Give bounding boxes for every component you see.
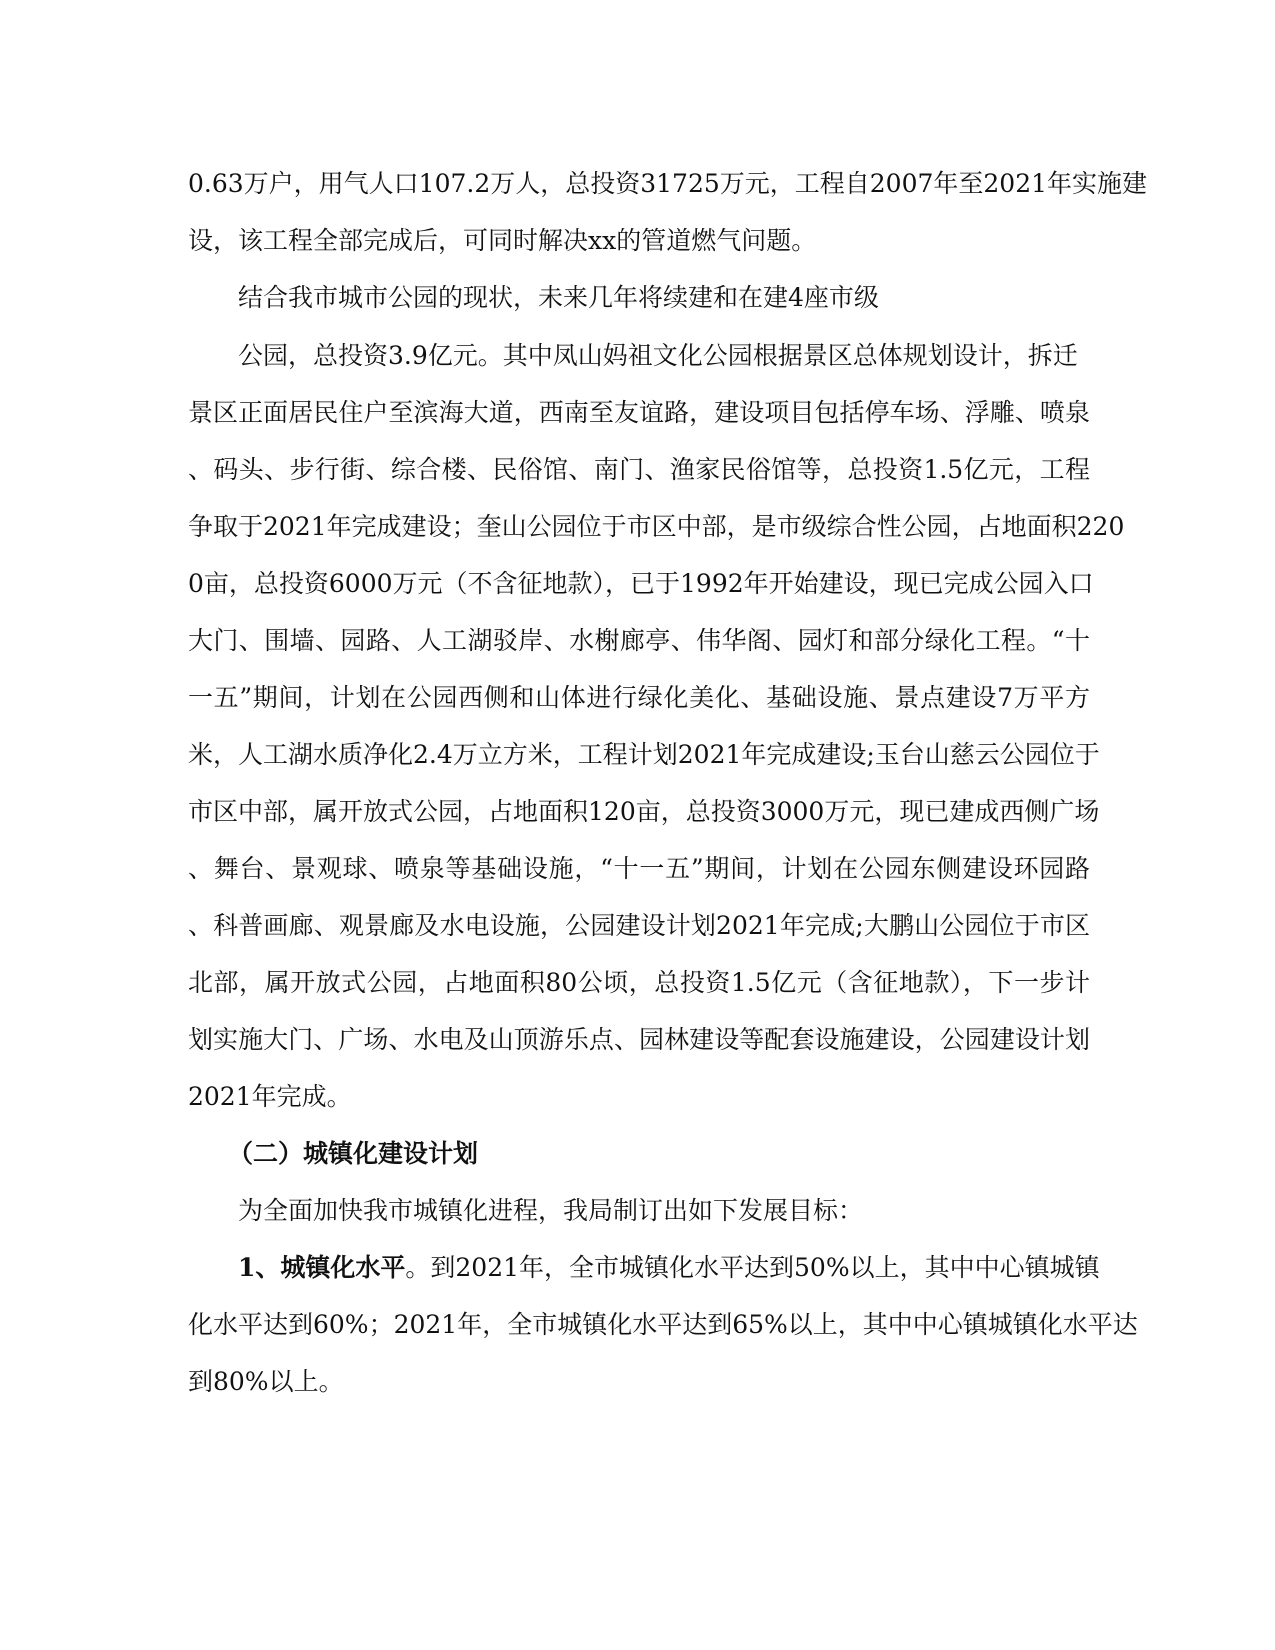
paragraph-line: 米，人工湖水质净化2.4万立方米，工程计划2021年完成建设;玉台山慈云公园位于 xyxy=(188,740,1100,769)
section-heading: （二）城镇化建设计划 xyxy=(228,1139,479,1168)
paragraph-line: 、舞台、景观球、喷泉等基础设施，“十一五”期间，计划在公园东侧建设环园路 xyxy=(188,854,1090,883)
paragraph-line: 北部，属开放式公园，占地面积80公顷，总投资1.5亿元（含征地款），下一步计 xyxy=(188,968,1090,997)
paragraph-line: 争取于2021年完成建设；奎山公园位于市区中部，是市级综合性公园，占地面积220 xyxy=(188,512,1125,541)
item-1-line xyxy=(238,1251,1100,1285)
paragraph-line: 、科普画廊、观景廊及水电设施，公园建设计划2021年完成;大鹏山公园位于市区 xyxy=(188,911,1090,940)
paragraph-line: 公园，总投资3.9亿元。其中凤山妈祖文化公园根据景区总体规划设计，拆迁 xyxy=(238,341,1078,370)
intro-line: 为全面加快我市城镇化进程，我局制订出如下发展目标： xyxy=(238,1196,864,1225)
paragraph-line: 到80%以上。 xyxy=(188,1367,344,1396)
paragraph-line: 设，该工程全部完成后，可同时解决xx的管道燃气问题。 xyxy=(188,226,817,255)
paragraph-line: 化水平达到60%；2021年，全市城镇化水平达到65%以上，其中中心镇城镇化水平达 xyxy=(188,1310,1138,1339)
paragraph-line: 市区中部，属开放式公园，占地面积120亩，总投资3000万元，现已建成西侧广场 xyxy=(188,797,1100,826)
paragraph-line: 、码头、步行街、综合楼、民俗馆、南门、渔家民俗馆等，总投资1.5亿元，工程 xyxy=(188,455,1090,484)
paragraph-line: 0亩，总投资6000万元（不含征地款），已于1992年开始建设，现已完成公园入口 xyxy=(188,569,1094,598)
paragraph-line: 景区正面居民住户至滨海大道，西南至友谊路，建设项目包括停车场、浮雕、喷泉 xyxy=(188,398,1090,427)
item-1-text: 。到2021年，全市城镇化水平达到50%以上，其中中心镇城镇 xyxy=(405,1253,1100,1282)
paragraph-line: 一五”期间，计划在公园西侧和山体进行绿化美化、基础设施、景点建设7万平方 xyxy=(188,683,1090,712)
item-1-title: 1、城镇化水平 xyxy=(238,1253,406,1282)
paragraph-line: 划实施大门、广场、水电及山顶游乐点、园林建设等配套设施建设，公园建设计划 xyxy=(188,1025,1090,1054)
paragraph-line: 0.63万户，用气人口107.2万人，总投资31725万元，工程自2007年至2021年实施建 xyxy=(188,169,1148,198)
paragraph-line: 大门、围墙、园路、人工湖驳岸、水榭廊亭、伟华阁、园灯和部分绿化工程。“十 xyxy=(188,626,1090,655)
paragraph-line: 结合我市城市公园的现状，未来几年将续建和在建4座市级 xyxy=(238,283,879,312)
paragraph-line: 2021年完成。 xyxy=(188,1082,352,1111)
